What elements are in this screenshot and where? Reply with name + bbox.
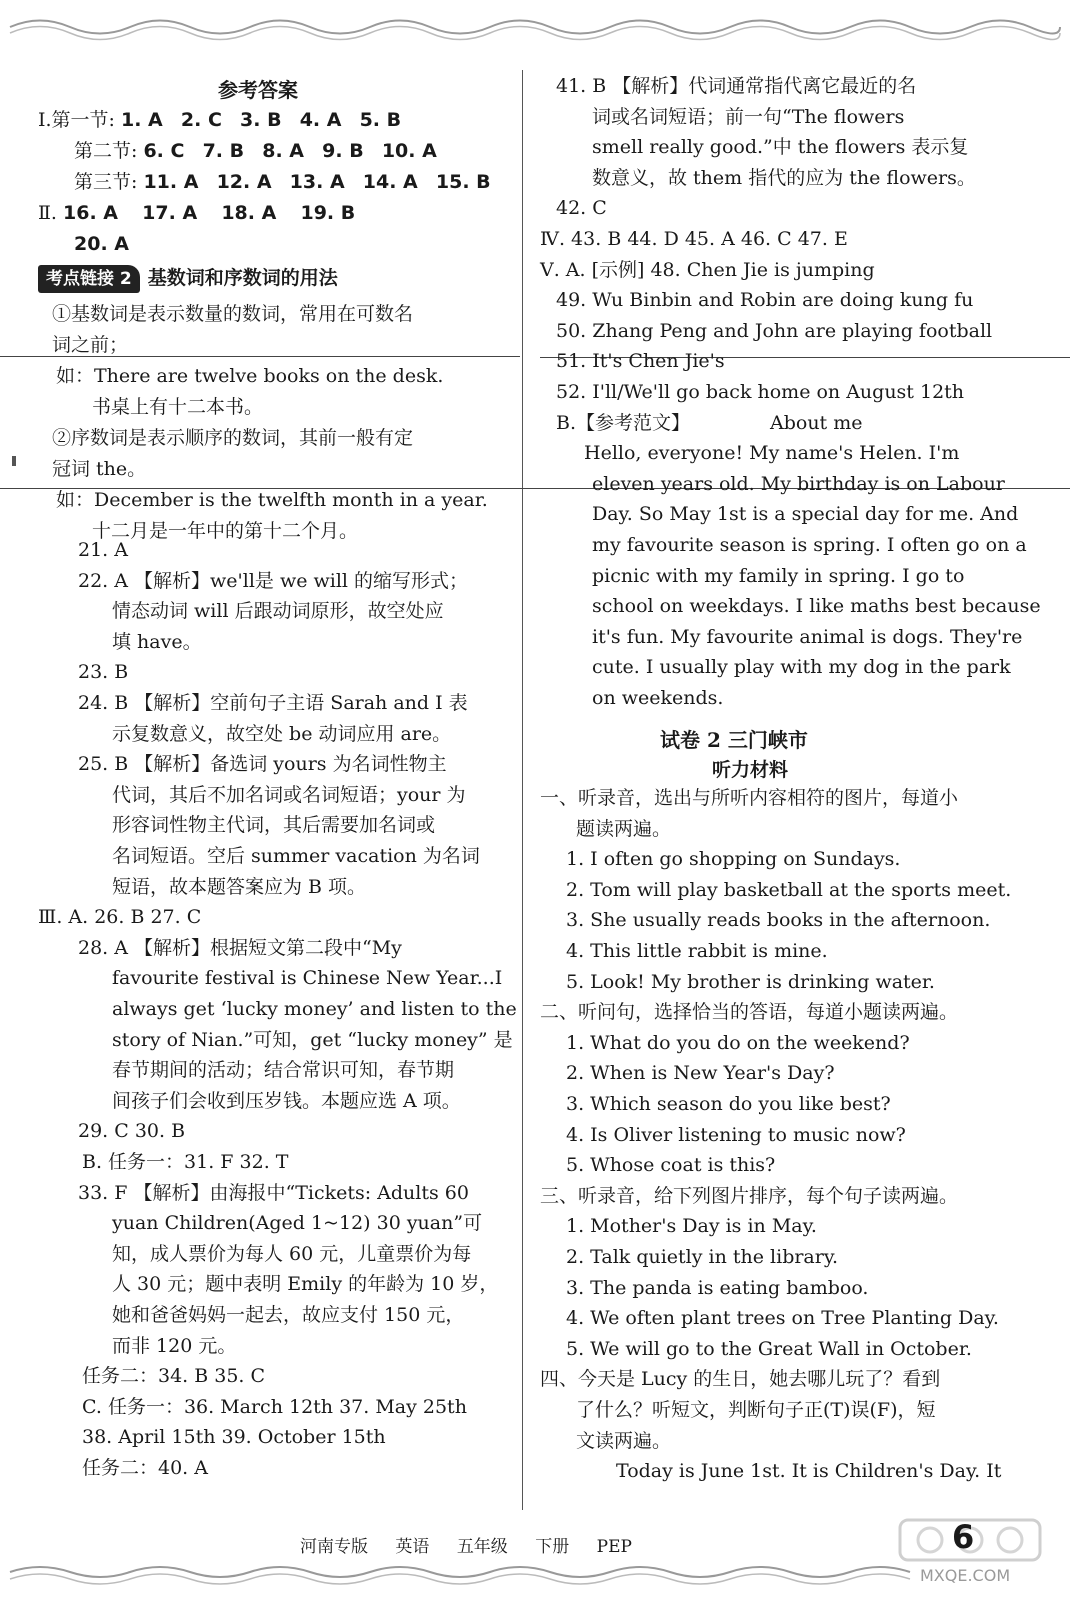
- text-line: 33. F 【解析】由海报中“Tickets: Adults 60: [78, 1181, 469, 1204]
- text-line: 十二月是一年中的第十二个月。: [92, 520, 359, 542]
- text-line: 文读两遍。: [576, 1429, 672, 1452]
- text-line: 4. This little rabbit is mine.: [566, 940, 828, 962]
- text-line: 5. Look! My brother is drinking water.: [566, 970, 935, 993]
- footer: [300, 1532, 654, 1557]
- text-line: 情态动词 will 后跟动词原形，故空处应: [112, 600, 444, 623]
- text-line: 一、听录音，选出与所听内容相符的图片，每道小: [540, 787, 959, 809]
- text-line: 了什么？听短文，判断句子正(T)误(F)，短: [576, 1399, 936, 1421]
- text-line: 题读两遍。: [576, 817, 672, 840]
- text-line: story of Nian.”可知，get “lucky money” 是: [112, 1028, 513, 1051]
- text-line: 冠词 the。: [52, 458, 147, 480]
- footer-subject: 英语: [395, 1537, 430, 1557]
- text-line: 24. B 【解析】空前句子主语 Sarah and I 表: [78, 692, 468, 714]
- text-line: 词或名词短语；前一句“The flowers: [592, 105, 905, 128]
- text-line: 3. The panda is eating bamboo.: [566, 1276, 869, 1299]
- text-line: 任务二：40. A: [82, 1457, 208, 1479]
- text-line: Ⅳ. 43. B 44. D 45. A 46. C 47. E: [540, 228, 848, 250]
- text-line: 知，成人票价为每人 60 元，儿童票价为每: [112, 1242, 472, 1265]
- text-line: picnic with my family in spring. I go to: [592, 564, 965, 587]
- text-line: 2. Talk quietly in the library.: [566, 1246, 839, 1268]
- text-line: Ⅴ. A. [示例] 48. Chen Jie is jumping: [540, 258, 875, 281]
- text-line: my favourite season is spring. I often go on a: [592, 534, 1027, 556]
- text-line: 21. A: [78, 539, 128, 561]
- text-line: 4. Is Oliver listening to music now?: [566, 1123, 906, 1146]
- text-line: 四、今天是 Lucy 的生日，她去哪儿玩了？看到: [540, 1368, 941, 1391]
- text-line: 间孩子们会收到压岁钱。本题应选 A 项。: [112, 1089, 461, 1112]
- kaodian-title: 基数词和序数词的用法: [147, 267, 338, 289]
- text-line: 短语，故本题答案应为 B 项。: [112, 875, 367, 898]
- text-line: 49. Wu Binbin and Robin are doing kung fu: [556, 289, 974, 312]
- page-title: 参考答案: [218, 78, 298, 102]
- text-line: 41. B 【解析】代词通常指代离它最近的名: [556, 75, 917, 97]
- watermark-text: MXQE.COM: [920, 1566, 1011, 1585]
- text-line: Today is June 1st. It is Children's Day. It: [616, 1460, 1002, 1483]
- text-line: on weekends.: [592, 687, 724, 709]
- text-line: 42. C: [556, 197, 607, 220]
- listening-title: 听力材料: [712, 759, 789, 781]
- text-line: 3. Which season do you like best?: [566, 1093, 891, 1115]
- text-line: 23. B: [78, 661, 129, 684]
- text-line: 5. Whose coat is this?: [566, 1154, 776, 1177]
- kaodian-tag: 考点链接 2: [38, 265, 140, 293]
- text-line: 词之前；: [52, 334, 129, 356]
- text-line: 1. I often go shopping on Sundays.: [566, 848, 901, 871]
- kaodian-heading: [38, 264, 338, 293]
- text-line: 名词短语。空后 summer vacation 为名词: [112, 845, 480, 867]
- text-line: cute. I usually play with my dog in the park: [592, 656, 1011, 679]
- text-line: 50. Zhang Peng and John are playing football: [556, 319, 993, 342]
- section-2-extra: 20. A: [74, 233, 129, 255]
- section-1-row-1: Ⅰ.第一节: 1. A 2. C 3. B 4. A 5. B: [38, 109, 402, 131]
- text-line: 春节期间的活动；结合常识可知，春节期: [112, 1059, 455, 1082]
- text-line: 29. C 30. B: [78, 1120, 186, 1143]
- footer-version: PEP: [596, 1537, 632, 1557]
- column-divider: [522, 70, 523, 1510]
- text-line: 书桌上有十二本书。: [92, 396, 264, 418]
- paper-title: 试卷 2 三门峡市: [660, 728, 808, 752]
- text-line: 5. We will go to the Great Wall in October.: [566, 1337, 972, 1360]
- text-line: Day. So May 1st is a special day for me. And: [592, 503, 1019, 526]
- text-line: 2. When is New Year's Day?: [566, 1062, 835, 1085]
- text-line: About me: [770, 411, 863, 434]
- text-line: B. 任务一：31. F 32. T: [82, 1151, 289, 1173]
- page-number: 6: [952, 1518, 975, 1556]
- text-line: eleven years old. My birthday is on Labour: [592, 472, 1005, 495]
- text-line: favourite festival is Chinese New Year...I: [112, 967, 503, 990]
- footer-edition: 河南专版: [300, 1537, 368, 1557]
- text-line: it's fun. My favourite animal is dogs. They're: [592, 625, 1023, 648]
- text-line: Ⅲ. A. 26. B 27. C: [38, 906, 202, 929]
- text-line: always get ‘lucky money’ and listen to the: [112, 998, 517, 1020]
- text-line: C. 任务一：36. March 12th 37. May 25th: [82, 1395, 467, 1418]
- text-line: yuan Children(Aged 1~12) 30 yuan”可: [112, 1212, 483, 1235]
- text-line: Hello, everyone! My name's Helen. I'm: [584, 442, 960, 465]
- footer-grade: 五年级: [456, 1537, 508, 1557]
- text-line: 52. I'll/We'll go back home on August 12th: [556, 381, 965, 403]
- text-line: 3. She usually reads books in the afternoon.: [566, 909, 991, 932]
- text-line: 如：There are twelve books on the desk.: [56, 365, 444, 387]
- text-line: 代词，其后不加名词或名词短语；your 为: [112, 783, 466, 806]
- text-line: 2. Tom will play basketball at the sports meet.: [566, 878, 1012, 901]
- text-line: ①基数词是表示数量的数词，常用在可数名: [52, 303, 414, 325]
- text-line: school on weekdays. I like maths best because: [592, 595, 1041, 618]
- text-line: smell really good.”中 the flowers 表示复: [592, 136, 969, 159]
- text-line: 28. A 【解析】根据短文第二段中“My: [78, 936, 402, 959]
- text-line: 填 have。: [112, 630, 202, 653]
- top-border: [0, 12, 1070, 42]
- text-line: 形容词性物主代词，其后需要加名词或: [112, 814, 436, 837]
- text-line: 数意义，故 them 指代的应为 the flowers。: [592, 166, 976, 189]
- section-2-row: Ⅱ. 16. A 17. A 18. A 19. B: [38, 202, 356, 224]
- text-line: 1. Mother's Day is in May.: [566, 1215, 817, 1238]
- text-line: 人 30 元；题中表明 Emily 的年龄为 10 岁，: [112, 1273, 499, 1296]
- text-line: 而非 120 元。: [112, 1334, 237, 1357]
- text-line: B.【参考范文】: [556, 411, 691, 434]
- footer-volume: 下册: [535, 1537, 570, 1557]
- text-line: 38. April 15th 39. October 15th: [82, 1426, 386, 1449]
- text-line: ②序数词是表示顺序的数词，其前一般有定: [52, 427, 414, 449]
- edge-mark: [12, 456, 16, 466]
- text-line: 1. What do you do on the weekend?: [566, 1031, 910, 1054]
- text-line: 二、听问句，选择恰当的答语，每道小题读两遍。: [540, 1001, 959, 1024]
- text-line: 如：December is the twelfth month in a year.: [56, 489, 488, 511]
- text-line: 4. We often plant trees on Tree Planting Day.: [566, 1307, 999, 1330]
- text-line: 三、听录音，给下列图片排序，每个句子读两遍。: [540, 1184, 959, 1207]
- text-line: 示复数意义，故空处 be 动词应用 are。: [112, 722, 452, 745]
- section-1-row-3: 第三节: 11. A 12. A 13. A 14. A 15. B: [74, 171, 491, 193]
- section-1-row-2: 第二节: 6. C 7. B 8. A 9. B 10. A: [74, 140, 437, 162]
- text-line: 51. It's Chen Jie's: [556, 350, 725, 373]
- text-line: 她和爸爸妈妈一起去，故应支付 150 元，: [112, 1304, 465, 1326]
- text-line: 25. B 【解析】备选词 yours 为名词性物主: [78, 753, 447, 776]
- text-line: 任务二：34. B 35. C: [82, 1365, 266, 1388]
- text-line: 22. A 【解析】we'll是 we will 的缩写形式；: [78, 569, 469, 592]
